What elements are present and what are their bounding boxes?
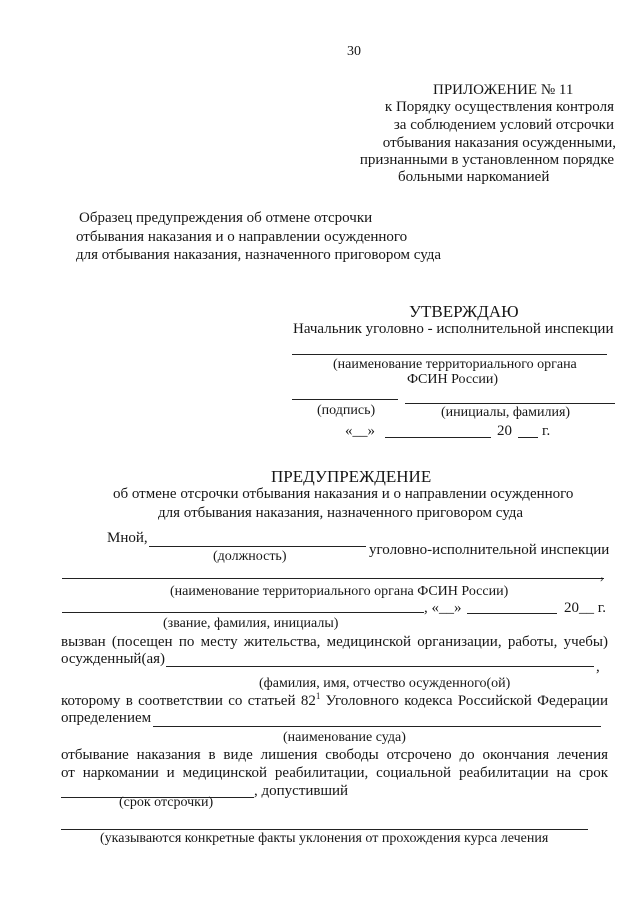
page-number: 30 [347, 44, 361, 59]
position-line [149, 546, 366, 547]
inspection-label: уголовно-исполнительной инспекции [369, 542, 610, 558]
org-caption: ФСИН России) [407, 372, 498, 387]
body-date-day: , «__» [424, 600, 462, 616]
warning-heading: ПРЕДУПРЕЖДЕНИЕ [271, 467, 432, 486]
approve-date-month-line [385, 437, 491, 438]
org-name-caption: (наименование территориального органа ФСИН России) [170, 584, 509, 599]
sample-title-line: отбывания наказания и о направлении осужденного [76, 229, 408, 245]
rank-caption: (звание, фамилия, инициалы) [163, 616, 339, 631]
appendix-line: признанными в установленном порядке [359, 152, 614, 168]
org-caption: (наименование территориального органа [333, 357, 577, 372]
court-line [153, 726, 601, 727]
body-date-month-line [467, 613, 557, 614]
sample-title-line: Образец предупреждения об отмене отсрочки [79, 210, 373, 226]
warning-subtitle: для отбывания наказания, назначенного приговором суда [158, 505, 524, 521]
convicted-comma: , [596, 659, 600, 675]
article-text-b: Уголовного кодекса Российской Федерации [320, 693, 608, 709]
deferral-text: отбывание наказания в виде лишения свободы отсрочено до окончания лечения [61, 747, 608, 763]
org-line [292, 354, 607, 355]
sample-title-line: для отбывания наказания, назначенного приговором суда [76, 247, 442, 263]
facts-caption: (указываются конкретные факты уклонения от прохождения курса лечения [100, 831, 549, 846]
convicted-line [166, 666, 594, 667]
facts-line [61, 829, 588, 830]
summoned-text: вызван (посещен по месту жительства, медицинской организации, работы, учебы) [61, 634, 608, 650]
appendix-line: больными наркоманией [398, 169, 550, 185]
appendix-title: ПРИЛОЖЕНИЕ № 11 [433, 82, 574, 98]
rank-line [62, 612, 424, 613]
article-sup: 1 [315, 691, 321, 701]
approve-date-day: «__» [345, 423, 375, 439]
by-me-label: Мной, [107, 530, 148, 546]
signature-line [292, 399, 398, 400]
appendix-line: к Порядку осуществления контроля [384, 99, 614, 115]
convicted-label: осужденный(ая) [61, 651, 165, 667]
initials-line [405, 403, 615, 404]
warning-subtitle: об отмене отсрочки отбывания наказания и о направлении осужденного [113, 486, 574, 502]
body-date-year: 20__ г. [564, 600, 606, 616]
admitted-text: , допустивший [254, 783, 349, 799]
approve-heading: УТВЕРЖДАЮ [409, 302, 519, 321]
approve-chief: Начальник уголовно - исполнительной инспекции [293, 321, 614, 337]
appendix-line: за соблюдением условий отсрочки [393, 117, 614, 133]
appendix-line: отбывания наказания осужденными, [382, 135, 616, 151]
comma: , [600, 567, 604, 583]
article-text-a: которому в соответствии со статьей 82 [61, 693, 316, 709]
org-name-line [62, 578, 604, 579]
approve-date-year: 20 [497, 423, 512, 439]
initials-caption: (инициалы, фамилия) [441, 405, 571, 420]
name-caption: (фамилия, имя, отчество осужденного(ой) [259, 676, 511, 691]
approve-date-year-line [518, 437, 538, 438]
ruling-label: определением [61, 710, 152, 726]
court-caption: (наименование суда) [283, 730, 406, 745]
approve-date-suffix: г. [542, 423, 551, 439]
term-caption: (срок отсрочки) [119, 795, 214, 810]
deferral-text: от наркомании и медицинской реабилитации, социальной реабилитации на срок [61, 765, 608, 781]
article-text [61, 691, 608, 709]
position-caption: (должность) [213, 549, 287, 564]
signature-caption: (подпись) [317, 403, 376, 418]
